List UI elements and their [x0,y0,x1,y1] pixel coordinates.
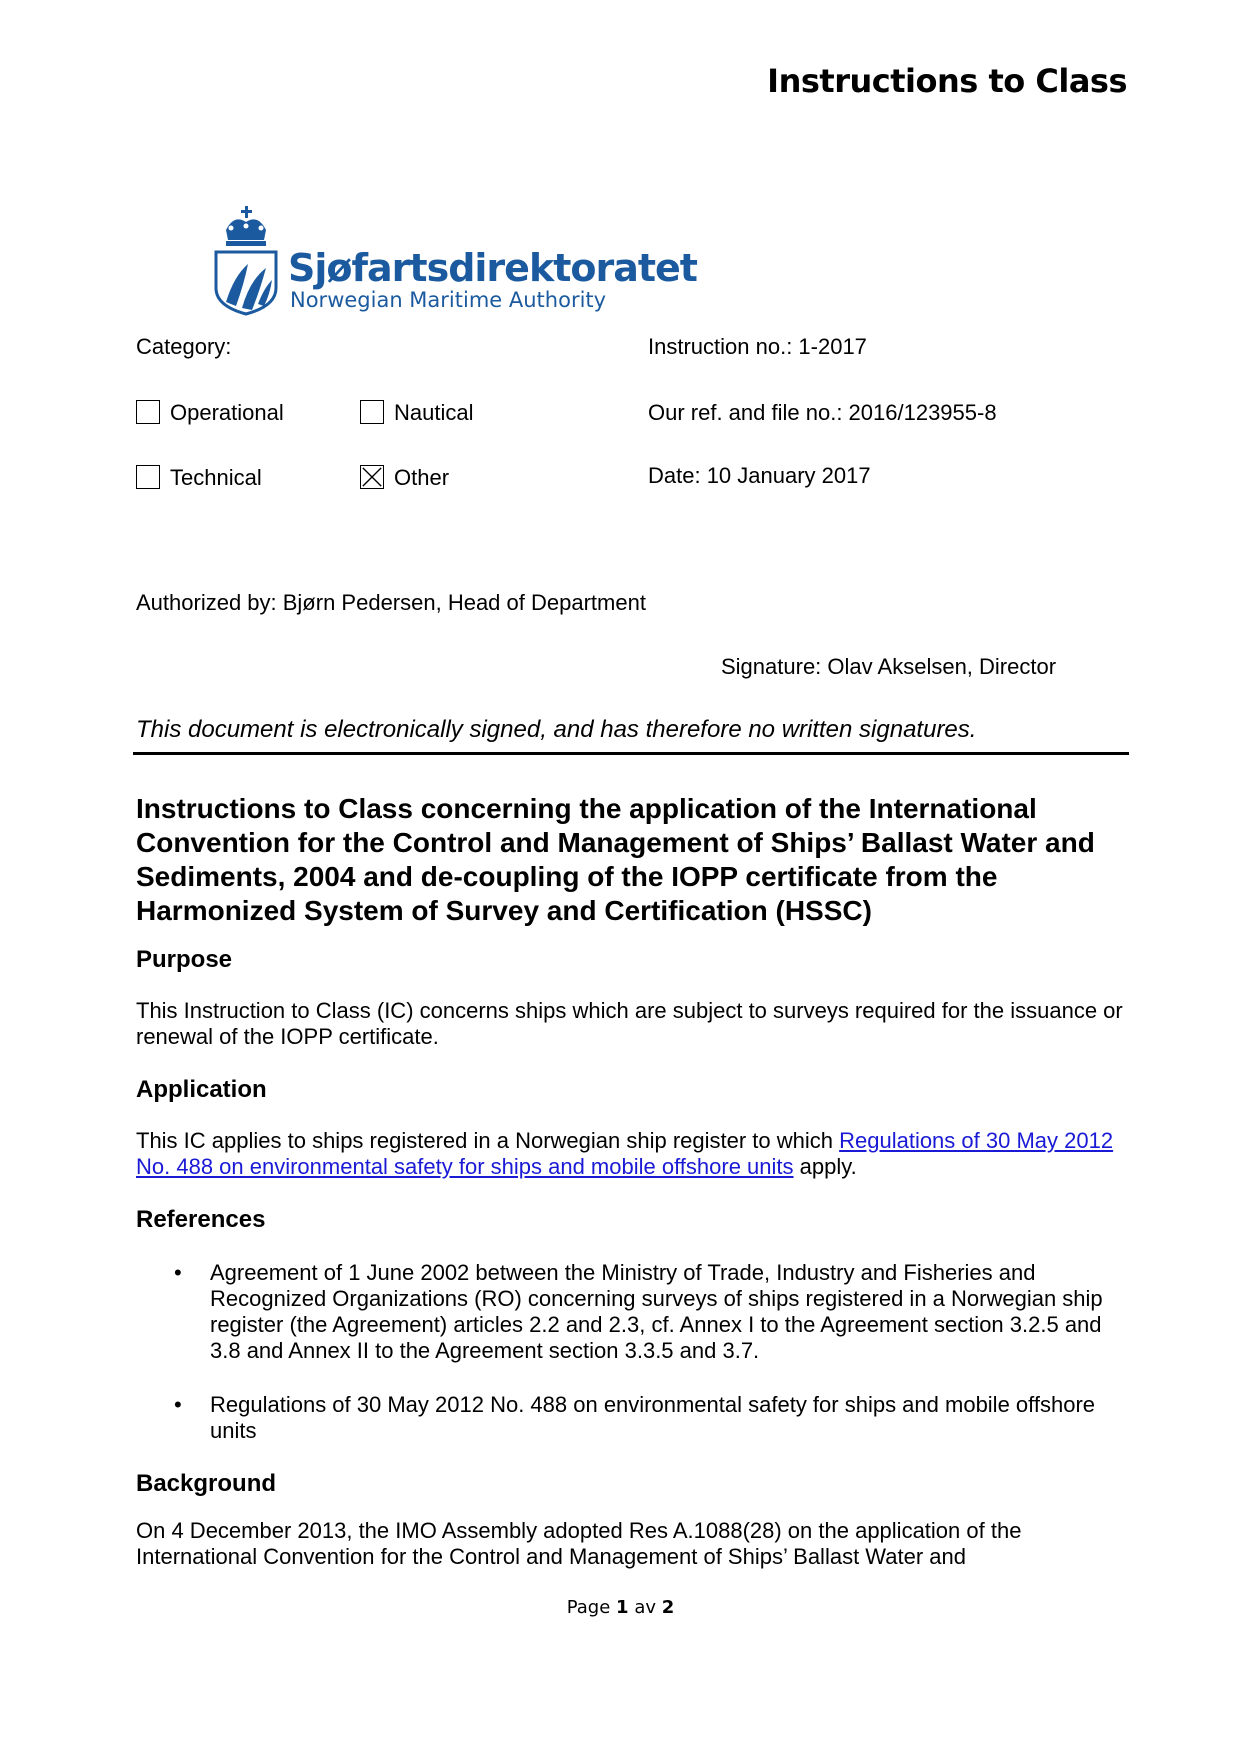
bullet-icon: • [174,1392,182,1417]
checkbox-label: Technical [170,465,262,490]
page-label: Page [566,1597,611,1618]
page-number: 1 [616,1597,629,1618]
checkbox-label: Operational [170,400,284,425]
application-pre: This IC applies to ships registered in a Norwegian ship register to which [136,1128,840,1153]
reference-text: Regulations of 30 May 2012 No. 488 on environmental safety for ships and mobile offshore units [210,1392,1096,1443]
nma-logo [214,206,697,318]
checkbox-label: Nautical [394,400,474,425]
file-reference: Our ref. and file no.: 2016/123955-8 [648,400,997,425]
regulations-link[interactable]: Regulations of 30 May 2012 No. 488 on environmental safety for ships and mobile offshore units [136,1128,1114,1179]
document-date: Date: 10 January 2017 [648,463,871,488]
list-item [174,1392,1110,1444]
checkbox-nautical[interactable] [360,400,473,426]
list-item [174,1260,1110,1364]
reference-text: Agreement of 1 June 2002 between the Ministry of Trade, Industry and Fisheries and Recognized Organizations (RO) concerning surveys of ships registered in a Norwegian ship register (the Agreement) articles 2.2 and 2.3, cf. Annex I to the Agreement section 3.2.5 and 3.8 and Annex II to the Agreement section 3.3.5 and 3.7. [210,1260,1103,1363]
background-heading: Background [136,1470,277,1497]
checkbox-box[interactable] [136,400,160,424]
checkbox-box[interactable] [136,465,160,489]
authorized-by: Authorized by: Bjørn Pedersen, Head of Department [136,590,646,615]
checkbox-operational[interactable] [136,400,284,426]
of-label: av [634,1597,656,1618]
divider [133,752,1129,755]
purpose-text: This Instruction to Class (IC) concerns ships which are subject to surveys required for the issuance or renewal of the IOPP certificate. [136,998,1123,1049]
checkbox-other[interactable] [360,465,449,491]
signature: Signature: Olav Akselsen, Director [721,654,1057,679]
application-text [136,1128,1126,1180]
esign-note: This document is electronically signed, and has therefore no written signatures. [136,716,977,743]
checkbox-technical[interactable] [136,465,262,491]
category-label: Category: [136,334,232,359]
checkbox-label: Other [394,465,450,490]
header-title: Instructions to Class [767,62,1127,100]
checkbox-box-checked[interactable] [360,465,384,489]
application-post: apply. [793,1154,857,1179]
bullet-icon: • [174,1260,182,1285]
references-heading: References [136,1206,266,1233]
checkbox-box[interactable] [360,400,384,424]
purpose-heading: Purpose [136,946,233,973]
application-heading: Application [136,1076,267,1103]
logo-subtitle: Norwegian Maritime Authority [290,288,607,312]
page-footer [0,1597,1241,1618]
background-text: On 4 December 2013, the IMO Assembly adopted Res A.1088(28) on the application of the International Convention for the Control and Management of Ships’ Ballast Water and [136,1518,1022,1569]
instruction-number: Instruction no.: 1-2017 [648,334,867,359]
logo-wordmark: Sjøfartsdirektoratet [288,246,697,290]
document-title: Instructions to Class concerning the application of the International Convention for the Control and Management of Ships’ Ballast Water and Sediments, 2004 and de-coupling of the IOPP certificate from the Harmonized System of Survey and Certification (HSSC) [136,793,1095,926]
check-x-icon [361,466,383,488]
page-total: 2 [661,1597,675,1618]
